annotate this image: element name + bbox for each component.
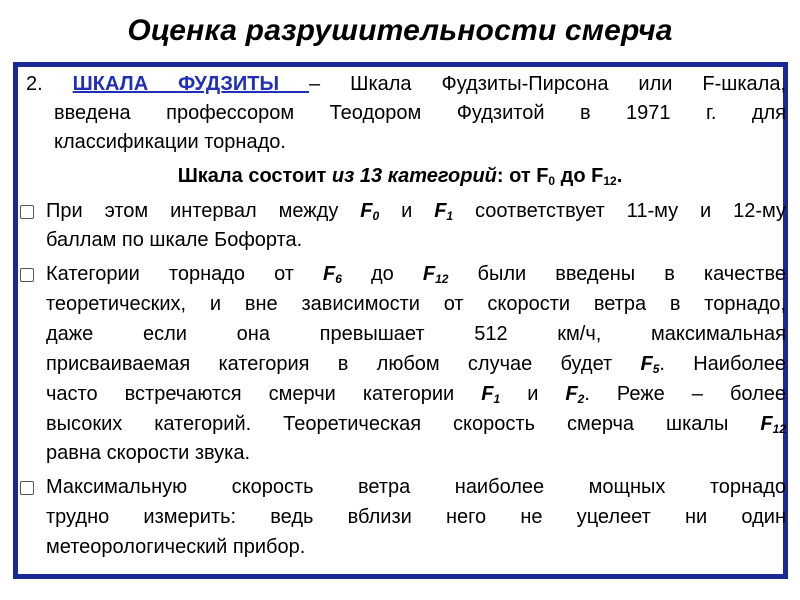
bullet-1-line-2: баллам по шкале Бофорта. bbox=[46, 229, 303, 251]
bullet-1-line-1: При этом интервал между $F_0$ и $F_1$ соответствует 11-му и 12-му bbox=[46, 200, 786, 223]
item-line-3: классификации торнадо. bbox=[54, 131, 286, 153]
bullet-3-line-2: трудно измерить: ведь вблизи него не уцелеет ни один bbox=[46, 506, 786, 528]
bullet-1-icon bbox=[20, 205, 34, 219]
bullet-2-line-5: часто встречаются смерчи категории $F_1$ и $F_2$. Реже – более bbox=[46, 383, 786, 406]
bullet-3-line-1: Максимальную скорость ветра наиболее мощных торнадо bbox=[46, 476, 786, 498]
bullet-3-line-3: метеорологический прибор. bbox=[46, 536, 306, 558]
item-line-1-rest: – Шкала Фудзиты-Пирсона или F-шкала, bbox=[309, 73, 786, 95]
item-number: 2. bbox=[26, 73, 43, 95]
bullet-2-line-1: Категории торнадо от $F_6$ до $F_{12}$ были введены в качестве bbox=[46, 263, 786, 286]
bullet-2-line-2: теоретических, и вне зависимости от скорости ветра в торнадо, bbox=[46, 293, 786, 315]
item-line-1 bbox=[26, 70, 786, 99]
bullet-3-icon bbox=[20, 481, 34, 495]
page-title: Оценка разрушительности смерча bbox=[127, 14, 673, 47]
bullet-2-line-7: равна скорости звука. bbox=[46, 442, 251, 464]
bullet-2-line-6: высоких категорий. Теоретическая скорость смерча шкалы $F_{12}$ bbox=[46, 413, 786, 436]
bullet-2-icon bbox=[20, 268, 34, 282]
fujita-scale-link[interactable]: ШКАЛА ФУДЗИТЫ bbox=[72, 73, 310, 95]
item-line-2: введена профессором Теодором Фудзитой в 1971 г. для bbox=[54, 102, 786, 124]
bullet-2-line-4: присваиваемая категория в любом случае будет $F_5$. Наиболее bbox=[46, 353, 786, 376]
scale-summary: Шкала состоит из 13 категорий: от $F_0$ до $F_{12}$. bbox=[177, 165, 623, 188]
bullet-2-line-3: даже если она превышает 512 км/ч, максимальная bbox=[46, 323, 786, 345]
